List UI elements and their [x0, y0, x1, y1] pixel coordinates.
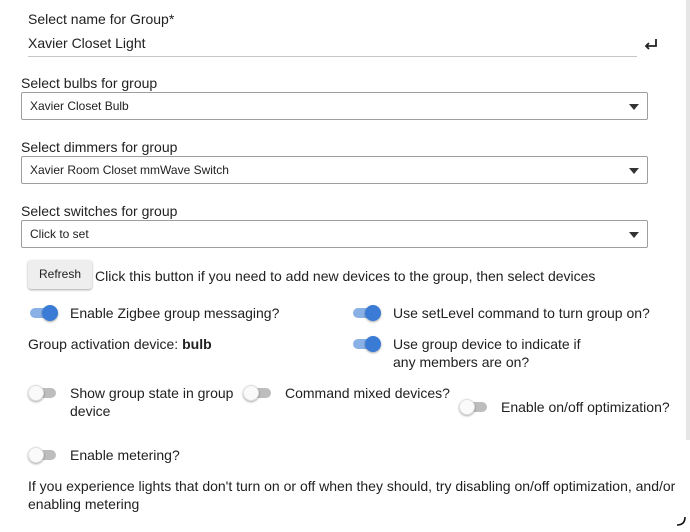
refresh-hint: Click this button if you need to add new devices to the group, then select devices [95, 268, 596, 284]
group-device-indicate-label-line1: Use group device to indicate if [393, 336, 581, 352]
onoff-optimization-label: Enable on/off optimization? [501, 399, 670, 415]
bulbs-select[interactable] [21, 92, 648, 120]
dimmers-label: Select dimmers for group [21, 139, 178, 155]
group-name-label: Select name for Group* [28, 11, 175, 27]
chevron-down-icon [629, 104, 639, 110]
zigbee-messaging-label: Enable Zigbee group messaging? [70, 305, 280, 321]
command-mixed-label: Command mixed devices? [285, 385, 450, 401]
onoff-optimization-toggle[interactable] [459, 399, 489, 415]
refresh-button[interactable]: Refresh [28, 260, 92, 289]
switches-label: Select switches for group [21, 203, 178, 219]
toggle-knob [42, 305, 58, 321]
show-state-label-line1: Show group state in group [70, 385, 234, 401]
dimmers-select[interactable] [21, 156, 648, 184]
chevron-down-icon [629, 232, 639, 238]
show-state-label-line2: device [70, 403, 111, 419]
setlevel-label: Use setLevel command to turn group on? [393, 305, 650, 321]
setlevel-toggle[interactable] [351, 305, 381, 321]
switches-select[interactable] [21, 220, 648, 248]
bulbs-select-value: Xavier Closet Bulb [30, 99, 129, 113]
footer-note-line2: enabling metering [28, 496, 140, 512]
group-device-indicate-label-line2: any members are on? [393, 354, 530, 370]
command-mixed-toggle[interactable] [243, 385, 273, 401]
activation-device-label: Group activation device: [28, 336, 179, 352]
dimmers-select-value: Xavier Room Closet mmWave Switch [30, 163, 229, 177]
enter-icon[interactable] [643, 38, 659, 52]
footer-note-line1: If you experience lights that don't turn on or off when they should, try disabling on/off optimization, and/or [28, 478, 676, 494]
group-device-indicate-toggle[interactable] [351, 336, 381, 352]
toggle-knob [365, 336, 381, 352]
show-state-toggle[interactable] [28, 385, 58, 401]
chevron-down-icon [629, 168, 639, 174]
toggle-knob [459, 399, 475, 415]
metering-label: Enable metering? [70, 447, 180, 463]
toggle-knob [28, 447, 44, 463]
group-name-underline [28, 56, 637, 57]
bulbs-label: Select bulbs for group [21, 75, 158, 91]
scrollbar[interactable] [686, 0, 690, 440]
zigbee-messaging-toggle[interactable] [28, 305, 58, 321]
group-name-input[interactable]: Xavier Closet Light [28, 35, 146, 51]
switches-select-value: Click to set [30, 227, 89, 241]
resize-handle-icon[interactable] [676, 516, 686, 526]
activation-device-value: bulb [182, 336, 212, 352]
activation-device-text [28, 336, 212, 352]
toggle-knob [28, 385, 44, 401]
toggle-knob [365, 305, 381, 321]
toggle-knob [243, 385, 259, 401]
metering-toggle[interactable] [28, 447, 58, 463]
